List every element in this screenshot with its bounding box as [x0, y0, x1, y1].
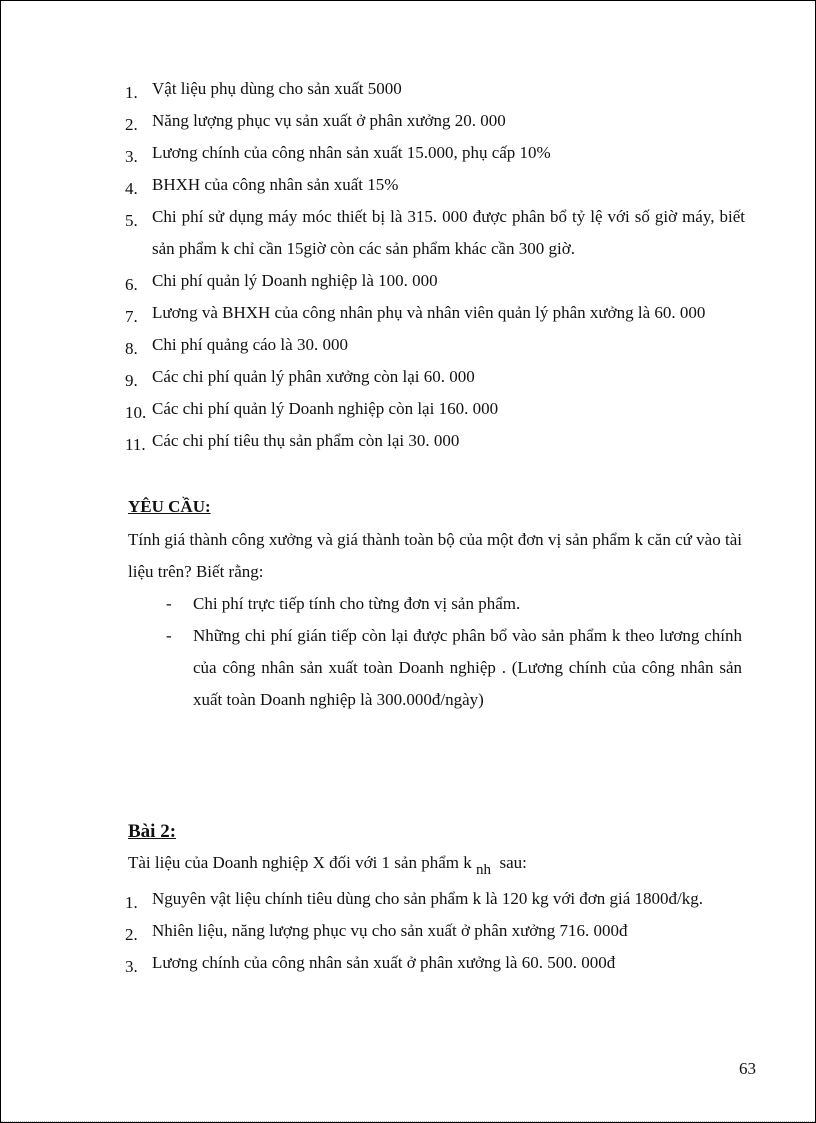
item-number: 10.	[125, 403, 147, 422]
item-number: 1.	[125, 893, 138, 912]
item-number: 1.	[125, 83, 138, 102]
list-item	[125, 73, 745, 105]
item-number: 2.	[125, 115, 138, 134]
list-item	[125, 265, 745, 297]
list-item	[125, 137, 745, 169]
requirement-bullets	[166, 588, 742, 716]
requirement-text: Tính giá thành công xưởng và giá thành toàn bộ của một đơn vị sản phẩm k căn cứ vào tài liệu trên? Biết rằng:	[128, 530, 742, 581]
page-number: 63	[739, 1059, 756, 1078]
item-number: 6.	[125, 275, 138, 294]
item-text: Lương chính của công nhân sản xuất 15.000, phụ cấp 10%	[152, 143, 551, 162]
list-item	[125, 947, 745, 979]
bullet-marker: -	[166, 594, 172, 613]
list-item	[125, 105, 745, 137]
exercise2-item-list	[125, 883, 745, 979]
item-text: Các chi phí quản lý phân xưởng còn lại 60. 000	[152, 367, 475, 386]
list-item	[125, 297, 745, 329]
list-item	[125, 361, 745, 393]
item-text: Nguyên vật liệu chính tiêu dùng cho sản phẩm k là 120 kg với đơn giá 1800đ/kg.	[152, 889, 704, 908]
item-text: Lương và BHXH của công nhân phụ và nhân viên quản lý phân xưởng là 60. 000	[152, 303, 706, 322]
list-item	[125, 201, 745, 265]
item-number: 11.	[125, 435, 146, 454]
item-text: Các chi phí tiêu thụ sản phẩm còn lại 30. 000	[152, 431, 460, 450]
item-number: 3.	[125, 147, 138, 166]
item-number: 8.	[125, 339, 138, 358]
list-item	[125, 915, 745, 947]
exercise-intro	[128, 853, 527, 878]
intro-text: Tài liệu của Doanh nghiệp X đối với 1 sản phẩm k	[128, 853, 472, 872]
intro-subscript: nh	[475, 862, 491, 878]
bullet-text: Chi phí trực tiếp tính cho từng đơn vị sản phẩm.	[193, 594, 521, 613]
item-text: Các chi phí quản lý Doanh nghiệp còn lại 160. 000	[152, 399, 499, 418]
requirement-heading: YÊU CẦU:	[128, 497, 211, 516]
list-item	[125, 169, 745, 201]
cost-item-list	[125, 73, 745, 457]
item-text: Chi phí sử dụng máy móc thiết bị là 315. 000 được phân bổ tỷ lệ với số giờ máy, biết sản phẩm k chỉ cần 15giờ còn các sản phẩm khác cần 300 giờ.	[152, 207, 745, 258]
bullet-text: Những chi phí gián tiếp còn lại được phân bổ vào sản phẩm k theo lương chính của công nhân sản xuất toàn Doanh nghiệp . (Lương chính của công nhân sản xuất toàn Doanh nghiệp là 300.000đ/ngày)	[193, 626, 742, 709]
item-text: Lương chính của công nhân sản xuất ở phân xưởng là 60. 500. 000đ	[152, 953, 616, 972]
item-text: Chi phí quản lý Doanh nghiệp là 100. 000	[152, 271, 438, 290]
item-text: Nhiên liệu, năng lượng phục vụ cho sản xuất ở phân xưởng 716. 000đ	[152, 921, 628, 940]
list-item	[125, 329, 745, 361]
list-item	[125, 425, 745, 457]
item-number: 9.	[125, 371, 138, 390]
item-number: 7.	[125, 307, 138, 326]
list-item	[166, 620, 742, 716]
intro-end: sau:	[499, 853, 527, 872]
bullet-marker: -	[166, 626, 172, 645]
exercise-title: Bài 2:	[128, 821, 177, 842]
list-item	[125, 883, 745, 915]
item-text: Năng lượng phục vụ sản xuất ở phân xưởng 20. 000	[152, 111, 506, 130]
item-text: Vật liệu phụ dùng cho sản xuất 5000	[152, 79, 402, 98]
item-text: Chi phí quảng cáo là 30. 000	[152, 335, 348, 354]
list-item	[125, 393, 745, 425]
item-number: 2.	[125, 925, 138, 944]
item-number: 3.	[125, 957, 138, 976]
item-number: 5.	[125, 211, 138, 230]
list-item	[166, 588, 742, 620]
item-number: 4.	[125, 179, 138, 198]
item-text: BHXH của công nhân sản xuất 15%	[152, 175, 399, 194]
